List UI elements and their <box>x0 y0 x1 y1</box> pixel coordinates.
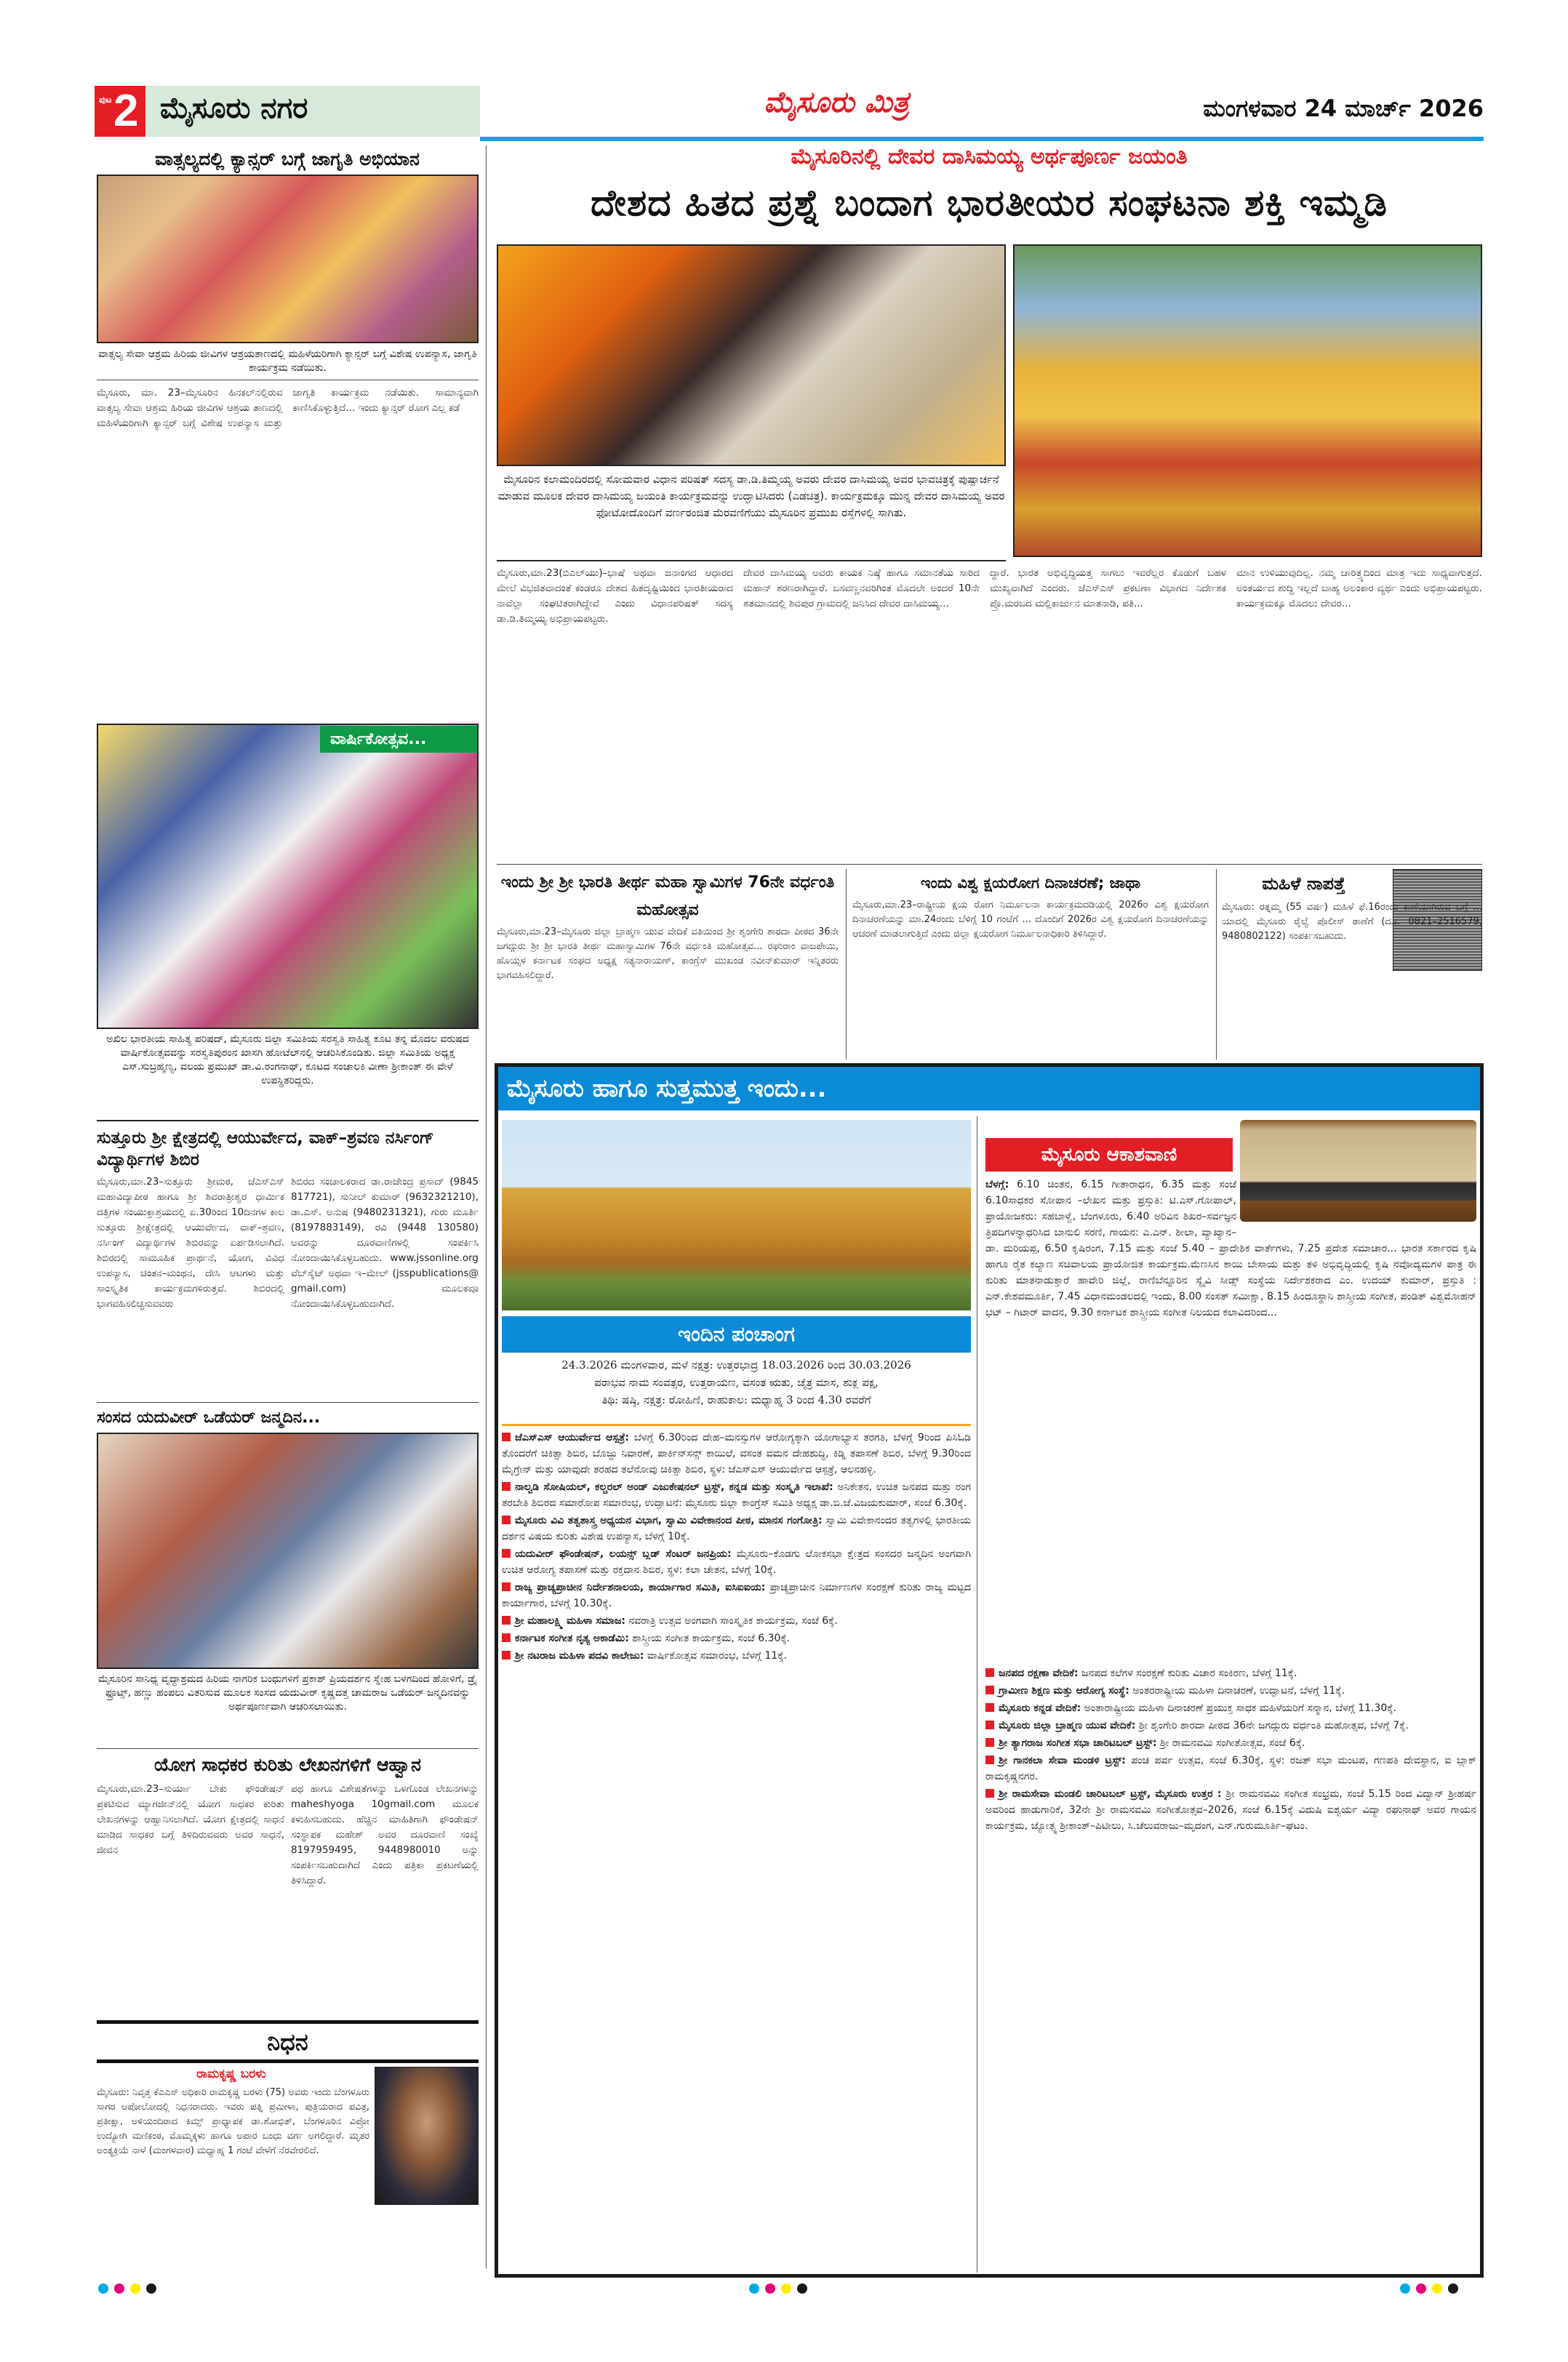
lead-column-4: ಮಾನ ಉಳಿಯುವುದಿಲ್ಲ. ನಮ್ಮ ಚಾರಿತ್ರ್ಯದಿಂದ ಮಾತ್ರ ಇದು ಸಾಧ್ಯವಾಗುತ್ತದೆ. ಅಂತರ್ಯದ ಶುದ್ಧಿ ಇಲ್ಲದೆ ಬಾಹ್ಯ ಅಲಂಕಾರ ವ್ಯರ್ಥ ಎಂದು ಅಭಿಪ್ರಾಯಪಟ್ಟರು. ಕಾರ್ಯಕ್ರಮಕ್ಕೂ ಮೊದಲು ದೇವರ... <box>1236 567 1482 609</box>
radio-spacer <box>1236 1177 1476 1228</box>
event-item <box>502 1648 971 1664</box>
column-divider <box>486 145 487 2269</box>
bullet-icon <box>502 1582 511 1591</box>
akashavani-text: 6.10 ಚಿಂತನ, 6.15 ಗೀತಾರಾಧನ, 6.35 ಮತ್ತು ಸಂಜೆ 6.10ಸಾಧಕರ ಸೋಪಾನ –ಲೇಖನ ಮತ್ತು ಪ್ರಸ್ತುತಿ: ಟಿ.ಎಸ್.ಗೋಪಾಲ್, ಪ್ರಾಯೋಜಕರು: ಸಹಬಾಳ್ವೆ, ಬೆಂಗಳೂರು, 6.40 ಅರಿವಿನ ಶಿಖರ–ಸರ್ವಜ್ಞನ ತ್ರಿಪದಿಗಳನ್ನಾಧರಿಸಿದ ಬಾನುಲಿ ಸರಣಿ, ಗಾಯನ: ಎ.ಎನ್. ಶೀಲಾ, ವ್ಯಾಖ್ಯಾನ–ಡಾ. ಮರಿಯಪ್ಪ, 6.50 ಕೃಷಿರಂಗ, 7.15 ಮತ್ತು ಸಂಜೆ 5.40 – ಪ್ರಾದೇಶಿಕ ವಾರ್ತೆಗಳು, 7.25 ಪ್ರದೇಶ ಸಮಾಚಾರ... ಭಾರತ ಸರ್ಕಾರದ ಕೃಷಿ ಹಾಗೂ ರೈತ ಕಲ್ಯಾಣ ಸಚಿವಾಲಯ ಪ್ರಾಯೋಜಿತ ಕಾರ್ಯಕ್ರಮ.ಮೆಣಸಿನ ಕಾಯಿ ಬೇಸಾಯ ಮತ್ತು ತಳಿ ಅಭಿವೃದ್ಧಿಯಲ್ಲಿ ಕೃಷಿ ನವೋದ್ಯಮಗಳ ಪಾತ್ರ ಈ ಕುರಿತು ಮಾತನಾಡುತ್ತಾರೆ ಹಾವೇರಿ ಜಿಲ್ಲೆ, ರಾಣಿಬೆನ್ನೂರಿನ ಸ್ಯೈವಿ ಸೀಡ್ಸ್ ಸಂಸ್ಥೆಯ ನಿರ್ದೇಶಕರಾದ ಎಂ. ಉದಯ್ ಕುಮಾರ್, ಪ್ರಸ್ತುತಿ : ಎನ್.ಕೇಶವಮೂರ್ತಿ, 7.45 ವಿಧಾನಮಂಡಲದಲ್ಲಿ ಇಂದು, 8.00 ಸಂಸತ್ ಸಮೀಕ್ಷಾ, 8.15 ಹಿಂದೂಸ್ಥಾನಿ ಶಾಸ್ತ್ರೀಯ ಸಂಗೀತ, ಪಂಡಿತ್ ವಿಶ್ವಮೋಹನ್ ಭಟ್ – ಗಿಟಾರ್ ವಾದನ, 9.30 ಕರ್ನಾಟಕ ಶಾಸ್ತ್ರೀಯ ಸಂಗೀತ ನಿಲಯದ ಕಲಾವಿದರಿಂದ... <box>985 1179 1476 1318</box>
akashavani-label: ಬೆಳಗ್ಗೆ: <box>985 1179 1009 1190</box>
event-org: ರಾಜ್ಯ ಪ್ರಾಚ್ಯಪ್ರಾಚೀನ ನಿರ್ದೇಶನಾಲಯ, ಕಾರ್ಯಾಗಾರ ಸಮಿತಿ, ಐಸಿಐಐಯ: <box>515 1582 766 1593</box>
story4-photo <box>97 1433 479 1669</box>
lead-photo-stage <box>497 244 1006 466</box>
lead-caption: ಮೈಸೂರಿನ ಕಲಾಮಂದಿರದಲ್ಲಿ ಸೋಮವಾರ ವಿಧಾನ ಪರಿಷತ್ ಸದಸ್ಯ ಡಾ.ಡಿ.ತಿಮ್ಮಯ್ಯ ಅವರು ದೇವರ ದಾಸಿಮಯ್ಯ ಅವರ ಭಾವಚಿತ್ರಕ್ಕೆ ಪುಷ್ಪಾರ್ಚನೆ ಮಾಡುವ ಮೂಲಕ ದೇವರ ದಾಸಿಮಯ್ಯ ಜಯಂತಿ ಕಾರ್ಯಕ್ರಮವನ್ನು ಉದ್ಘಾಟಿಸಿದರು (ಎಡಚಿತ್ರ). ಕಾರ್ಯಕ್ರಮಕ್ಕೂ ಮುನ್ನ ದೇವರ ದಾಸಿಮಯ್ಯ ಅವರ ಫೋಟೋದೊಂದಿಗೆ ವರ್ಣರಂಜಿತ ಮೆರವಣಿಗೆಯು ಮೈಸೂರಿನ ಪ್ರಮುಖ ರಸ್ತೆಗಳಲ್ಲಿ ಸಾಗಿತು. <box>497 473 1005 519</box>
panchanga-line: ಪರಾಭವ ನಾಮ ಸಂವತ್ಸರ, ಉತ್ತರಾಯಣ, ವಸಂತ ಋತು, ಚೈತ್ರ ಮಾಸ, ಶುಕ್ಲ ಪಕ್ಷ, <box>594 1376 879 1389</box>
bullet-icon <box>985 1721 994 1729</box>
bullet-icon <box>502 1549 511 1558</box>
divider <box>97 1402 479 1403</box>
event-org: ಜೆಎಸ್‌ಎಸ್ ಆಯುರ್ವೇದ ಆಸ್ಪತ್ರೆ: <box>515 1432 630 1444</box>
event-text: ಶಾಸ್ತ್ರೀಯ ಸಂಗೀತ ಕಾರ್ಯಕ್ರಮ, ಸಂಜೆ 6.30ಕ್ಕೆ. <box>632 1633 791 1644</box>
event-org: ಶ್ರೀ ಗಾನಕಲಾ ಸೇವಾ ಮಂಡಳಿ ಟ್ರಸ್ಟ್: <box>999 1755 1126 1766</box>
divider <box>497 560 1006 561</box>
event-item <box>985 1786 1476 1834</box>
event-item <box>985 1683 1476 1699</box>
event-text: ಮೈಸೂರು–ಕೊಡಗು ಲೋಕಸಭಾ ಕ್ಷೇತ್ರದ ಸಂಸದರ ಜನ್ಮದಿನ ಅಂಗವಾಗಿ ಉಚಿತ ಆರೋಗ್ಯ ತಪಾಸಣೆ ಮತ್ತು ರಕ್ತದಾನ ಶಿಬಿರ, ಸ್ಥಳ: ಕಲಾ ಚೇತನ, ಬೆಳಗ್ಗೆ 10ಕ್ಕೆ. <box>502 1548 971 1576</box>
divider <box>97 1748 479 1749</box>
event-org: ಮೈಸೂರು ಜಿಲ್ಲಾ ಬ್ರಾಹ್ಮಣ ಯುವ ವೇದಿಕೆ: <box>999 1720 1136 1732</box>
event-text: ಅನಿಕೇತನ, ಉಚಿತ ಜನಪದ ಮತ್ತು ರಂಗ ತರಬೇತಿ ಶಿಬಿರದ ಸಮಾರೋಪ ಸಮಾರಂಭ, ಉದ್ಘಾಟನೆ: ಮೈಸೂರು ಜಿಲ್ಲಾ ಕಾಂಗ್ರೆಸ್ ಸಮಿತಿ ಅಧ್ಯಕ್ಷ ಡಾ.ಬಿ.ಜೆ.ವಿಜಯಕುಮಾರ್, ಸಂಜೆ 6.30ಕ್ಕೆ. <box>502 1481 971 1509</box>
event-item <box>985 1665 1476 1681</box>
story3-body-right: ಶಿಬಿರದ ಸಂಚಾಲಕರಾದ ಡಾ.ರಾಜೇಂದ್ರ ಪ್ರಸಾದ್ (9845 817721), ಸುನೀಲ್ ಕುಮಾರ್ (9632321210), ಡಾ.ಎಸ್. ಅನುಷ (9480231321), ಗುರು ಮೂರ್ತಿ (8197883149), ರವಿ (9448 130580) ಅವರನ್ನು ದೂರವಾಣಿಗಳಲ್ಲಿ ಸಂಪರ್ಕಿಸಿ ನೋಂದಾಯಿಸಿಕೊಳ್ಳಬಹುದು. www.jssonline.org ವೆಬ್‌ಸೈಟ್ ಅಥವಾ ಇ–ಮೇಲ್ (jsspublications@ gmail.com) ಮೂಲಕವೂ ನೋಂದಾಯಿಸಿಕೊಳ್ಳಬಹುದಾಗಿದೆ. <box>291 1176 479 1310</box>
column-divider <box>1216 869 1217 1060</box>
obituary-rule-top <box>97 2020 479 2024</box>
story1-body: ಮೈಸೂರು, ಮಾ. 23–ಮೈಸೂರಿನ ಹಿನಕಲ್‌ನಲ್ಲಿರುವ ವಾತ್ಸಲ್ಯ ಸೇವಾ ಆಶ್ರಮ ಹಿರಿಯ ಜೀವಿಗಳ ಆಶ್ರಯ ತಾಣದಲ್ಲಿ ಮಹಿಳೆಯರಿಗಾಗಿ ಕ್ಯಾನ್ಸರ್ ಬಗ್ಗೆ ವಿಶೇಷ ಉಪನ್ಯಾಸ ಮತ್ತು ಜಾಗೃತಿ ಕಾರ್ಯಕ್ರಮ ನಡೆಯಿತು. ಸಾಮಾನ್ಯವಾಗಿ ಕಾಣಿಸಿಕೊಳ್ಳುತ್ತಿದೆ... ಇಂದು ಕ್ಯಾನ್ಸರ್ ರೋಗ ಎಲ್ಲ ಕಡೆ <box>97 387 479 429</box>
registration-dot-icon <box>781 2283 791 2294</box>
divider <box>497 864 1482 865</box>
event-org: ಜನಪದ ರಕ್ಷಣಾ ವೇದಿಕೆ: <box>999 1668 1079 1679</box>
event-org: ಮೈಸೂರು ವಿವಿ ತತ್ವಶಾಸ್ತ್ರ ಅಧ್ಯಯನ ವಿಭಾಗ, ಸ್ವಾಮಿ ವಿವೇಕಾನಂದ ಪೀಠ, ಮಾನಸ ಗಂಗೋತ್ರಿ: <box>515 1515 823 1526</box>
section-title: ಮೈಸೂರು ನಗರ <box>160 92 308 125</box>
event-text: ಬೆಳಗ್ಗೆ 6.30ರಿಂದ ದೇಹ–ಮನಸ್ಸುಗಳ ಆರೋಗ್ಯಕ್ಕಾಗಿ ಯೋಗಾಭ್ಯಾಸ ತರಗತಿ, ಬೆಳಗ್ಗೆ 9ರಿಂದ ಪಿಸಿಓಡಿ ತೊಂದರೆಗೆ ಚಿಕಿತ್ಸಾ ಶಿಬಿರ, ಬೊಜ್ಜು ನಿವಾರಣೆ, ಪಾರ್ಕಿನ್‌ಸನ್ಸ್ ಕಾಯಿಲೆ, ವಸಂತ ವಮನ ದೇಹಶುದ್ಧಿ, ಕಿಡ್ನಿ ತಪಾಸಣೆ ಶಿಬಿರ, ಬೆಳಗ್ಗೆ 9.30ರಿಂದ ಮೈಗ್ರೇನ್ ಮತ್ತು ಯಾವುದೇ ತರಹದ ತಲೆನೋವು ಚಿಕಿತ್ಸಾ ಶಿಬಿರ, ಸ್ಥಳ: ಜೆಎಸ್‌ಎಸ್ ಆಯುರ್ವೇದ ಆಸ್ಪತ್ರೆ, ಆಲನಹಳ್ಳಿ. <box>502 1432 971 1476</box>
registration-dot-icon <box>749 2283 759 2294</box>
bullet-icon <box>502 1482 511 1491</box>
event-item <box>502 1630 971 1646</box>
bullet-icon <box>502 1616 511 1625</box>
registration-dot-icon <box>1432 2283 1442 2294</box>
divider <box>502 1424 971 1426</box>
mid-story-2-body: ಮೈಸೂರು,ಮಾ.23–ರಾಷ್ಟ್ರೀಯ ಕ್ಷಯ ರೋಗ ನಿರ್ಮೂಲನಾ ಕಾರ್ಯಕ್ರಮದಡಿಯಲ್ಲಿ 2026ರ ವಿಶ್ವ ಕ್ಷಯರೋಗ ದಿನಾಚರಣೆಯನ್ನು ಮಾ.24ರಂದು ಬೆಳಿಗ್ಗೆ 10 ಗಂಟೆಗೆ ... ದೊಂದಿಗೆ 2026ರ ವಿಶ್ವ ಕ್ಷಯರೋಗ ದಿನಾಚರಣೆಯನ್ನು ಆಚರಣೆ ಮಾಡಲಾಗುತ್ತಿದೆ ಎಂದು ಜಿಲ್ಲಾ ಕ್ಷಯರೋಗ ನಿರ್ಮೂಲನಾಧಿಕಾರಿ ತಿಳಿಸಿದ್ದಾರೆ. <box>852 900 1209 940</box>
page-label: ಪುಟ <box>99 95 112 105</box>
bullet-icon <box>502 1651 511 1660</box>
panchanga-banner: ಇಂದಿನ ಪಂಚಾಂಗ <box>502 1316 971 1353</box>
event-item <box>502 1613 971 1629</box>
story2-caption: ಅಖಿಲ ಭಾರತೀಯ ಸಾಹಿತ್ಯ ಪರಿಷದ್, ಮೈಸೂರು ಜಿಲ್ಲಾ ಸಮಿತಿಯ ಸರಸ್ವತಿ ಸಾಹಿತ್ಯ ಕೂಟ ತನ್ನ ಮೊದಲ ವರುಷದ ವಾರ್ಷಿಕೋತ್ಸವವನ್ನು ಸರಸ್ವತಿಪುರಂನ ಖಾಸಗಿ ಹೋಟೆಲ್‌ನಲ್ಲಿ ಆಚರಿಸಿಕೊಂಡಿತು. ಜಿಲ್ಲಾ ಸಮಿತಿಯ ಅಧ್ಯಕ್ಷ ಎಸ್.ಸುಬ್ರಹ್ಮಣ್ಯ, ವಲಯ ಪ್ರಮುಖ್ ಡಾ.ವಿ.ರಂಗನಾಥ್, ಕೂಟದ ಸಂಚಾಲಕಿ ವೀಣಾ ಶ್ರೀಕಾಂತ್ ಈ ವೇಳೆ ಉಪಸ್ಥಿತರಿದ್ದರು. <box>106 1033 469 1086</box>
registration-dot-icon <box>146 2283 156 2294</box>
story5-headline: ಯೋಗ ಸಾಧಕರ ಕುರಿತು ಲೇಖನಗಳಿಗೆ ಆಹ್ವಾನ <box>153 1754 422 1775</box>
column-divider <box>846 869 847 1060</box>
panchanga-line: 24.3.2026 ಮಂಗಳವಾರ, ಮಳೆ ನಕ್ಷತ್ರ: ಉತ್ತರಭಾದ್ರ 18.03.2026 ರಿಂದ 30.03.2026 <box>561 1358 911 1372</box>
obituary-rule-bottom <box>97 2059 479 2063</box>
event-org: ಶ್ರೀ ತ್ಯಾಗರಾಜ ಸಂಗೀತ ಸಭಾ ಚಾರಿಟಬಲ್ ಟ್ರಸ್ಟ್: <box>999 1737 1157 1749</box>
event-item <box>985 1735 1476 1751</box>
event-org: ಯದುವೀರ್ ಫೌಂಡೇಷನ್, ಲಯನ್ಸ್ ಬ್ಲಡ್ ಸೆಂಟರ್ ಜನಪ್ರಿಯ: <box>515 1548 732 1560</box>
obituary-photo <box>375 2067 479 2205</box>
events-list-right <box>985 1665 1476 2269</box>
story4-headline: ಸಂಸದ ಯದುವೀರ್ ಒಡೆಯರ್ ಜನ್ಮದಿನ... <box>97 1409 321 1427</box>
event-org: ಶ್ರೀ ರಾಮಸೇವಾ ಮಂಡಲಿ ಚಾರಿಟಬಲ್ ಟ್ರಸ್ಟ್, ಮೈಸೂರು ಉತ್ತರ : <box>999 1788 1222 1800</box>
story1-photo <box>97 175 479 343</box>
panchanga-details <box>502 1356 971 1409</box>
event-item <box>502 1479 971 1511</box>
story4-caption: ಮೈಸೂರಿನ ಸಾನಿಧ್ಯ ವೃದ್ಧಾಶ್ರಮದ ಹಿರಿಯ ನಾಗರಿಕ ಬಂಧುಗಳಿಗೆ ಪ್ರಕಾಶ್ ಪ್ರಿಯದರ್ಶನ ಸ್ನೇಹ ಬಳಗದಿಂದ ಹೋಳಿಗೆ, ಡ್ರೈ ಫ್ರೂಟ್ಸ್, ಹಣ್ಣು ಹಂಪಲು ವಿತರಿಸುವ ಮೂಲಕ ಸಂಸದ ಯದುವೀರ್ ಕೃಷ್ಣದತ್ತ ಚಾಮರಾಜ ಒಡೆಯರ್ ಜನ್ಮದಿನವನ್ನು ಅರ್ಥಪೂರ್ಣವಾಗಿ ಆಚರಿಸಲಾಯಿತು. <box>97 1673 478 1713</box>
story1-caption: ವಾತ್ಸಲ್ಯ ಸೇವಾ ಆಶ್ರಮ ಹಿರಿಯ ಜೀವಿಗಳ ಆಶ್ರಯತಾಣದಲ್ಲಿ ಮಹಿಳೆಯರಿಗಾಗಿ ಕ್ಯಾನ್ಸರ್ ಬಗ್ಗೆ ವಿಶೇಷ ಉಪನ್ಯಾಸ, ಜಾಗೃತಿ ಕಾರ್ಯಕ್ರಮ ನಡೆಯಿತು. <box>98 348 477 374</box>
registration-dot-icon <box>1416 2283 1426 2294</box>
event-item <box>502 1513 971 1545</box>
palace-photo <box>502 1120 971 1310</box>
event-text: ಅಂತರರಾಷ್ಟ್ರೀಯ ಮಹಿಳಾ ದಿನಾಚರಣೆ, ಉದ್ಘಾಟನೆ, ಬೆಳಗ್ಗೆ 11ಕ್ಕೆ. <box>1132 1685 1345 1697</box>
mid-story-1-headline: ಇಂದು ಶ್ರೀ ಶ್ರೀ ಭಾರತಿ ತೀರ್ಥ ಮಹಾ ಸ್ವಾಮಿಗಳ 76ನೇ ವರ್ಧಂತಿ ಮಹೋತ್ಸವ <box>500 873 835 919</box>
lead-column-2: ದೇವರ ದಾಸಿಮಯ್ಯ ಅವರು ಕಾಯಕ ನಿಷ್ಠೆ ಹಾಗೂ ಸಮಾನತೆಯ ಸಾರಿದ ಮಹಾನ್ ಶರಣರಾಗಿದ್ದಾರೆ. ಬಸವಣ್ಣನವರಿಗಿಂತ ಮೊದಲೇ ಅಂದರೆ 10ನೇ ಶತಮಾನದಲ್ಲಿ ಶಿವಪುರ ಗ್ರಾಮದಲ್ಲಿ ಜನಿಸಿದ ದೇವರ ದಾಸಿಮಯ್ಯ... <box>743 567 980 609</box>
bullet-icon <box>985 1668 994 1677</box>
header-rule <box>480 137 1484 141</box>
registration-marks-center <box>749 2283 807 2294</box>
events-list-left <box>502 1430 971 2266</box>
lead-kicker: ಮೈಸೂರಿನಲ್ಲಿ ದೇವರ ದಾಸಿಮಯ್ಯ ಅರ್ಥಪೂರ್ಣ ಜಯಂತಿ <box>791 144 1188 169</box>
mid-story-1-body: ಮೈಸೂರು,ಮಾ.23–ಮೈಸೂರು ಜಿಲ್ಲಾ ಬ್ರಾಹ್ಮಣ ಯುವ ವೇದಿಕೆ ವತಿಯಿಂದ ಶ್ರೀ ಶೃಂಗೇರಿ ಶಾರದಾ ಪೀಠದ 36ನೇ ಜಗದ್ಗುರು ಶ್ರೀ ಶ್ರೀ ಭಾರತಿ ತೀರ್ಥ ಮಹಾಸ್ವಾಮಿಗಳ 76ನೇ ವರ್ಧಂತಿ ಮಹೋತ್ಸವ... ರಘುರಾಂ ವಾಜಪೇಯಿ, ಹೊಯ್ಸಳ ಕರ್ನಾಟಕ ಸಂಘದ ಅಧ್ಯಕ್ಷ ಸತ್ಯನಾರಾಯಣ್, ಕಾಂಗ್ರೆಸ್ ಮುಖಂಡ ನವೀನ್‌ಕುಮಾರ್ ಇನ್ನಿತರರು ಭಾಗವಹಿಸಲಿದ್ದಾರೆ. <box>497 926 839 981</box>
event-item <box>985 1718 1476 1734</box>
akashavani-banner: ಮೈಸೂರು ಆಕಾಶವಾಣಿ <box>985 1138 1233 1172</box>
mid-story-2-headline: ಇಂದು ವಿಶ್ವ ಕ್ಷಯರೋಗ ದಿನಾಚರಣೆ; ಜಾಥಾ <box>920 874 1141 892</box>
bullet-icon <box>502 1516 511 1524</box>
masthead-logo: ಮೈಸೂರು ಮಿತ್ರ <box>764 86 909 119</box>
registration-dot-icon <box>765 2283 775 2294</box>
bullet-icon <box>985 1756 994 1764</box>
event-org: ಶ್ರೀ ಮಹಾಲಕ್ಷ್ಮಿ ಮಹಿಳಾ ಸಮಾಜ: <box>515 1615 626 1627</box>
bullet-icon <box>502 1633 511 1642</box>
event-org: ನಾಲ್ವಡಿ ಸೋಷಿಯಲ್, ಕಲ್ಚರಲ್ ಅಂಡ್ ಎಜುಕೇಷನಲ್ ಟ್ರಸ್ಟ್, ಕನ್ನಡ ಮತ್ತು ಸಂಸ್ಕೃತಿ ಇಲಾಖೆ: <box>515 1481 833 1493</box>
registration-dot-icon <box>1448 2283 1458 2294</box>
event-item <box>502 1430 971 1478</box>
event-item <box>985 1753 1476 1785</box>
event-org: ಶ್ರೀ ನಟರಾಜ ಮಹಿಳಾ ಪದವಿ ಕಾಲೇಜು: <box>515 1650 644 1662</box>
story2-photo <box>97 724 479 1029</box>
event-item <box>502 1546 971 1578</box>
obituary-name: ರಾಮಕೃಷ್ಣ ಬರಳು <box>196 2067 266 2081</box>
event-item <box>985 1700 1476 1716</box>
dateline: ಮಂಗಳವಾರ 24 ಮಾರ್ಚ್ 2026 <box>1203 95 1484 122</box>
event-text: ಶ್ರೀ ರಾಮನವಮಿ ಸಂಗೀತ ಸಂಭ್ರಮ, ಸಂಜೆ 5.15 ರಿಂದ ವಿದ್ವಾನ್ ಶ್ರೀಹರ್ಷ ಅವರಿಂದ ಹಾಡುಗಾರಿಕೆ, 32ನೇ ಶ್ರೀ ರಾಮನವಮಿ ಸಂಗೀತೋತ್ಸವ–2026, ಸಂಜೆ 6.15ಕ್ಕೆ ವಿದುಷಿ ಐಶ್ವರ್ಯ ವಿದ್ಯಾ ರಘುನಾಥ್ ಅವರ ಗಾಯನ ಕಾರ್ಯಕ್ರಮ, ಜ್ಯೋತ್ಸ್ನ ಶ್ರೀಕಾಂತ್–ಪಿಟೀಲು, ಸಿ.ಚೆಲುವರಾಜು–ಮೃದಂಗ, ಎನ್.ಗುರುಮೂರ್ತಿ–ಘಟಂ. <box>985 1788 1476 1832</box>
bullet-icon <box>985 1789 994 1798</box>
event-text: ಶ್ರೀ ಶೃಂಗೇರಿ ಶಾರದಾ ಪೀಠದ 36ನೇ ಜಗದ್ಗುರು ವರ್ಧಂತಿ ಮಹೋತ್ಸವ, ಬೆಳಗ್ಗೆ 7ಕ್ಕೆ. <box>1138 1720 1409 1732</box>
event-text: ಅಂತಾರಾಷ್ಟ್ರೀಯ ಮಹಿಳಾ ದಿನಾಚರಣೆ ಪ್ರಯುಕ್ತ ಸಾಧಕ ಮಹಿಳೆಯರಿಗೆ ಸನ್ಮಾನ, ಬೆಳಗ್ಗೆ 11.30ಕ್ಕೆ. <box>1084 1702 1396 1714</box>
bullet-icon <box>985 1686 994 1694</box>
obituary-body: ಮೈಸೂರು: ನಿವೃತ್ತ ಕೆಎಎಸ್ ಅಧಿಕಾರಿ ರಾಮಕೃಷ್ಣ ಬರಳು (75) ಅವರು ಇಂದು ಬೆಂಗಳೂರು ಸಾಗರ ಅಪೋಲೋದಲ್ಲಿ ನಿಧನರಾದರು. ಇವರು ಪತ್ನಿ ಪ್ರಮೀಳಾ, ಪುತ್ರಿಯರಾದ ಪವಿತ್ರ, ಪ್ರತೀಕ್ಷಾ, ಅಳಿಯಂದಿರಾದ ಕಿಮ್ಸ್ ಪ್ರಾಧ್ಯಾಪಕ ಡಾ.ಶೋಭಿತ್, ಬೆಂಗಳೂರಿನ ವಿಪ್ರೋ ಉದ್ಯೋಗಿ ಮಣಿಕಂಠ, ಮೊಮ್ಮಕ್ಕಳು ಹಾಗೂ ಅಪಾರ ಬಂಧು ವರ್ಗ ಅಗಲಿದ್ದಾರೆ. ಮೃತರ ಅಂತ್ಯಕ್ರಿಯೆ ನಾಳೆ (ಮಂಗಳವಾರ) ಮಧ್ಯಾಹ್ನ 1 ಗಂಟೆ ವೇಳೆಗೆ ನೆರವೇರಲಿದೆ. <box>97 2087 369 2156</box>
event-text: ಸ್ವಾಮಿ ವಿವೇಕಾನಂದರ ತತ್ವಗಳಲ್ಲಿ ಭಾರತೀಯ ದರ್ಶನ ವಿಷಯ ಕುರಿತು ವಿಶೇಷ ಉಪನ್ಯಾಸ, ಬೆಳಗ್ಗೆ 10ಕ್ಕೆ. <box>502 1515 971 1542</box>
event-text: ಪಂಚ ಪರ್ವ ಉತ್ಸವ, ಸಂಜೆ 6.30ಕ್ಕೆ, ಸ್ಥಳ: ರಜತ್ ಸಭಾ ಮಂಟಪ, ಗಣಪತಿ ದೇವಸ್ಥಾನ, ಐ ಬ್ಲಾಕ್ ರಾಮಕೃಷ್ಣನಗರ. <box>985 1755 1476 1782</box>
lead-photo-rally <box>1013 244 1482 557</box>
lead-column-1: ಮೈಸೂರು,ಮಾ.23(ಬಿಎಲ್‌ಯು)–ಭಾಷೆ ಅಥವಾ ಜನಾಂಗದ ಆಧಾರದ ಮೇಲೆ ವಿಭಜಿತವಾದಂತೆ ಕಂಡರೂ ದೇಶದ ಹಿತದೃಷ್ಟಿಯಿಂದ ಭಾರತೀಯರಾದ ನಾವೆಲ್ಲಾ ಸಂಘಟಿತರಾಗಿದ್ದೇವೆ ಎಂದು ವಿಧಾನಪರಿಷತ್ ಸದಸ್ಯ ಡಾ.ಡಿ.ತಿಮ್ಮಯ್ಯ ಅಭಿಪ್ರಾಯಪಟ್ಟರು. <box>497 567 733 625</box>
divider <box>97 1120 479 1121</box>
event-text: ಪ್ರಾಚ್ಯಪ್ರಾಚೀನ ನಿರ್ಮಾಣಗಳ ಸಂರಕ್ಷಣೆ ಕುರಿತು ರಾಜ್ಯ ಮಟ್ಟದ ಕಾರ್ಯಾಗಾರ, ಬೆಳಗ್ಗೆ 10.30ಕ್ಕೆ. <box>502 1582 971 1609</box>
mid-story-3-body: ಮೈಸೂರು: ರತ್ನಮ್ಮ (55 ವರ್ಷ) ಮಹಿಳೆ ಫೆ.16ರಂದು ಕಾಣೆಯಾಗಿರುವ ಬಗ್ಗೆ ... ಯಾದಲ್ಲಿ ಮೈಸೂರು ರೈಲ್ವೆ ಪೊಲೀಸ್ ಠಾಣೆಗೆ (ದೂ. 0821–2516579, 9480802122) ಸಂಪರ್ಕಿಸಬಹುದು. <box>1222 902 1482 942</box>
story5-body-right: ಪಥ ಹಾಗೂ ವಿಶೇಷತೆಗಳನ್ನು ಒಳಗೊಂಡ ಲೇಖನಗಳನ್ನು maheshyoga 10gmail.com ಮೂಲಕ ಕಳುಹಿಸಬಹುದು. ಹೆಚ್ಚಿನ ಮಾಹಿತಿಗಾಗಿ ಫೌಂಡೇಷನ್ ಸಂಸ್ಥಾಪಕ ಮಹೇಶ್ ಅವರ ದೂರವಾಣಿ ಸಂಖ್ಯೆ 8197959495, 9448980010 ಅನ್ನು ಸಂಪರ್ಕಿಸಬಹುದಾಗಿದೆ ಎಂದು ಪತ್ರಿಕಾ ಪ್ರಕಟಣೆಯಲ್ಲಿ ತಿಳಿಸಿದ್ದಾರೆ. <box>291 1783 479 1886</box>
registration-marks-left <box>98 2283 156 2294</box>
section-title-box <box>145 86 480 137</box>
event-text: ಶ್ರೀ ರಾಮನವಮಿ ಸಂಗೀತೋತ್ಸವ, ಸಂಜೆ 6ಕ್ಕೆ. <box>1159 1737 1305 1749</box>
story3-headline: ಸುತ್ತೂರು ಶ್ರೀ ಕ್ಷೇತ್ರದಲ್ಲಿ ಆಯುರ್ವೇದ, ವಾಕ್–ಶ್ರವಣ ನರ್ಸಿಂಗ್ ವಿದ್ಯಾರ್ಥಿಗಳ ಶಿಬಿರ <box>97 1129 434 1169</box>
page-number-badge <box>95 86 145 137</box>
story2-tag: ವಾರ್ಷಿಕೋತ್ಸವ... <box>320 726 477 753</box>
panchanga-line: ತಿಥಿ: ಷಷ್ಠಿ, ನಕ್ಷತ್ರ: ರೋಹಿಣಿ, ರಾಹುಕಾಲ: ಮಧ್ಯಾಹ್ನ 3 ರಿಂದ 4.30 ರವರೆಗೆ <box>601 1393 871 1406</box>
obituary-section-title: ನಿಧನ <box>267 2028 308 2056</box>
lead-column-3: ದ್ದಾರೆ. ಭಾರತ ಅಭಿವೃದ್ಧಿಯತ್ತ ಸಾಗಲು ಇವರೆಲ್ಲರ ಕೊಡುಗೆ ಬಹಳ ಮುಖ್ಯವಾಗಿದೆ ಎಂದರು. ಜೆಎಸ್‌ಎಸ್ ಪ್ರಕಟಣಾ ವಿಭಾಗದ ನಿರ್ದೇಶಕ ಪ್ರೊ.ಮರಬದ ಮಲ್ಲಿಕಾರ್ಜುನ ಮಾತನಾಡಿ, ಪತಿ... <box>990 567 1226 609</box>
story1-headline: ವಾತ್ಸಲ್ಯದಲ್ಲಿ ಕ್ಯಾನ್ಸರ್ ಬಗ್ಗೆ ಜಾಗೃತಿ ಅಭಿಯಾನ <box>155 148 420 169</box>
event-org: ಗ್ರಾಮೀಣ ಶಿಕ್ಷಣ ಮತ್ತು ಆರೋಗ್ಯ ಸಂಸ್ಥೆ: <box>999 1685 1129 1697</box>
story3-body-left: ಮೈಸೂರು,ಮಾ.23–ಸುತ್ತೂರು ಶ್ರೀಮಠ, ಜೆಎಸ್‌ಎಸ್ ಮಹಾವಿದ್ಯಾಪೀಠ ಹಾಗೂ ಶ್ರೀ ಶಿವರಾತ್ರೀಶ್ವರ ಧಾರ್ಮಿಕ ದತ್ತಿಗಳ ಸಂಯುಕ್ತಾಶ್ರಯದಲ್ಲಿ ಏ.30ರಿಂದ 10ದಿನಗಳ ಕಾಲ ಸುತ್ತೂರು ಶ್ರೀಕ್ಷೇತ್ರದಲ್ಲಿ ಆಯುರ್ವೇದ, ವಾಕ್–ಶ್ರವಣ, ನರ್ಸಿಂಗ್ ವಿದ್ಯಾರ್ಥಿಗಳ ಶಿಬಿರವನ್ನು ಏರ್ಪಡಿಸಲಾಗಿದೆ. ಶಿಬಿರದಲ್ಲಿ ಸಾಮೂಹಿಕ ಪ್ರಾರ್ಥನೆ, ಯೋಗ, ವಿವಿಧ ಉಪನ್ಯಾಸ, ಚಿಂತನ–ಮಂಥನ, ದೇಸಿ ಆಟಗಳು ಮತ್ತು ಸಾಂಸ್ಕೃತಿಕ ಕಾರ್ಯಕ್ರಮಗಳಿರುತ್ತವೆ. ಶಿಬಿರದಲ್ಲಿ ಭಾಗವಹಿಸಲಿಚ್ಛಿಸುವವರು <box>97 1176 284 1310</box>
bullet-icon <box>502 1433 511 1441</box>
page-number: 2 <box>113 86 139 136</box>
registration-dot-icon <box>114 2283 124 2294</box>
registration-dot-icon <box>1400 2283 1410 2294</box>
event-text: ವಾರ್ಷಿಕೋತ್ಸವ ಸಮಾರಂಭ, ಬೆಳಗ್ಗೆ 11ಕ್ಕೆ. <box>647 1650 787 1662</box>
event-org: ಮೈಸೂರು ಕನ್ನಡ ವೇದಿಕೆ: <box>999 1702 1081 1714</box>
lead-headline: ದೇಶದ ಹಿತದ ಪ್ರಶ್ನೆ ಬಂದಾಗ ಭಾರತೀಯರ ಸಂಘಟನಾ ಶಕ್ತಿ ಇಮ್ಮಡಿ <box>591 182 1388 224</box>
registration-dot-icon <box>797 2283 807 2294</box>
event-item <box>502 1580 971 1612</box>
registration-dot-icon <box>130 2283 140 2294</box>
bullet-icon <box>985 1703 994 1712</box>
event-org: ಕರ್ನಾಟಕ ಸಂಗೀತ ನೃತ್ಯ ಅಕಾಡೆಮಿ: <box>515 1633 629 1644</box>
registration-marks-right <box>1400 2283 1458 2294</box>
story5-body-left: ಮೈಸೂರು,ಮಾ.23–ಸುರ್ಯಾ ಬೇಕು ಫೌಂಡೇಷನ್ ಪ್ರಕಟಿಸುವ ಮ್ಯಾಗಜೀನ್‌ನಲ್ಲಿ ಯೋಗ ಸಾಧಕರ ಕುರಿತು ಲೇಖನಗಳನ್ನು ಆಹ್ವಾನಿಸಲಾಗಿದೆ. ಯೋಗ ಕ್ಷೇತ್ರದಲ್ಲಿ ಸಾಧನೆ ಮಾಡಿದ ಸಾಧಕರ ಬಗ್ಗೆ ತಿಳಿದಿರುವವರು ಅವರ ಸಾಧನೆ, ಜೀವನ <box>97 1783 284 1856</box>
event-text: ಜನಪದ ಕಲೆಗಳ ಸಂರಕ್ಷಣೆ ಕುರಿತು ವಿಚಾರ ಸಂಕಿರಣ, ಬೆಳಗ್ಗೆ 11ಕ್ಕೆ. <box>1081 1668 1297 1679</box>
event-text: ನವರಾತ್ರಿ ಉತ್ಸವ ಅಂಗವಾಗಿ ಸಾಂಸ್ಕೃತಿಕ ಕಾರ್ಯಕ್ರಮ, ಸಂಜೆ 6ಕ್ಕೆ. <box>628 1615 838 1627</box>
today-banner: ಮೈಸೂರು ಹಾಗೂ ಸುತ್ತಮುತ್ತ ಇಂದು... <box>498 1067 1480 1110</box>
registration-dot-icon <box>98 2283 108 2294</box>
mid-story-3-headline: ಮಹಿಳೆ ನಾಪತ್ತೆ <box>1262 873 1345 894</box>
akashavani-schedule <box>985 1177 1476 1657</box>
bullet-icon <box>985 1738 994 1747</box>
